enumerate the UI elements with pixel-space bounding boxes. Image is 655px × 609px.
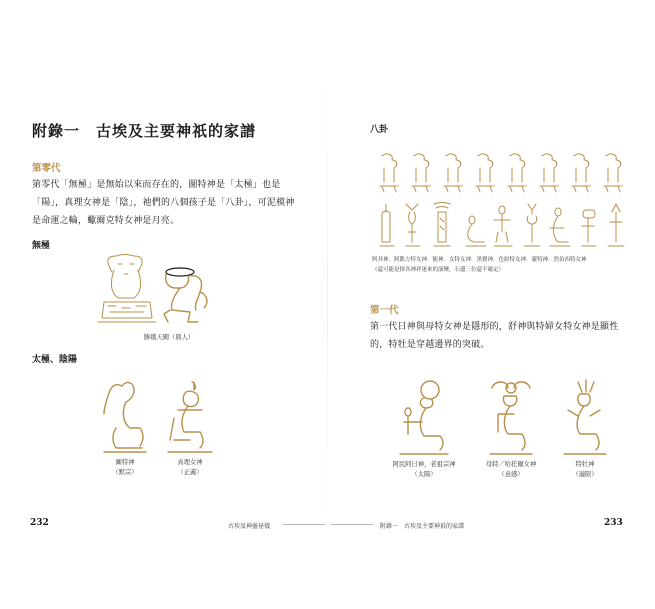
thoth-role: （默宗）	[112, 469, 138, 476]
ogdoad-top-row	[380, 154, 622, 192]
thoth-name: 圖特神	[115, 459, 135, 466]
gen0-paragraph	[32, 176, 295, 230]
gen0-line-2: 「陽」，真理女神是「陰」，祂們的八個孩子是「八卦」，可泥模神	[32, 198, 295, 208]
shu-figure	[560, 378, 610, 458]
baboon-figure	[164, 268, 207, 322]
hathor-name: 母特／哈托爾女神	[485, 461, 537, 468]
gen1-line-1: 第一代日神與母特女神是隱形的，舒神與特婦女特女神是顯性	[370, 322, 619, 332]
left-running-footer: 古埃及神靈祕儀	[228, 523, 271, 530]
right-page-number: 233	[604, 518, 623, 528]
maat-role: （正義）	[177, 469, 203, 476]
sphinx-figure	[98, 255, 156, 323]
gen1-line-2: 的，特牡是穿越邊界的突破。	[370, 340, 490, 350]
thoth-figure	[100, 378, 150, 456]
ra-caption	[388, 460, 460, 480]
wuji-label: 無極	[32, 241, 51, 251]
right-running-footer: 附錄一 古埃及主要神祇的家譜	[380, 523, 465, 530]
thoth-caption	[100, 458, 150, 478]
ogdoad-bottom-row	[380, 203, 624, 247]
gen1-heading: 第一代	[370, 305, 399, 316]
maat-caption	[164, 458, 216, 478]
shu-role: （適限）	[572, 471, 598, 478]
gen0-heading: 第零代	[32, 163, 61, 174]
shu-name: 特牡神	[575, 461, 595, 468]
gen0-line-1: 第零代「無極」是無始以來而存在的，圖特神是「太極」也是	[32, 180, 281, 190]
left-footer-rule	[282, 524, 326, 525]
page-title: 附錄一 古埃及主要神祇的家譜	[32, 122, 257, 140]
ra-name: 阿民阿日神，老祖宗神	[392, 461, 456, 468]
left-page-number: 232	[30, 518, 49, 528]
ogdoad-caption-line-1: 阿其神．阿凱方特女神．能神．女特女神．黑寶神．色紛特女神．靈特神．然伯西特女神	[372, 257, 587, 263]
ogdoad-caption-line-2: （還可能是探各神祥迷來的演變，石邊三位還不確定）	[372, 267, 505, 273]
maat-figure	[164, 378, 216, 456]
wuji-caption: 勝娥天闕（鼎人）	[143, 334, 195, 341]
shu-caption	[556, 460, 614, 480]
right-footer-rule	[330, 524, 374, 525]
ra-role: （太陽）	[411, 471, 437, 478]
taiji-label: 太極、陰陽	[32, 355, 78, 365]
gutter	[327, 60, 328, 540]
wuji-figures-illustration	[94, 252, 224, 332]
ogdoad-figures-illustration	[372, 150, 632, 254]
gen0-line-3: 是命運之輪，蠍爾克特女神是月亮。	[32, 216, 180, 226]
hathor-role: （意感）	[498, 471, 524, 478]
hathor-caption	[476, 460, 546, 480]
gen1-paragraph	[370, 318, 618, 354]
hathor-figure	[486, 378, 536, 458]
ogdoad-caption	[372, 255, 587, 275]
ra-figure	[396, 378, 452, 458]
ogdoad-label: 八卦	[370, 125, 389, 135]
maat-name: 真理女神	[177, 459, 203, 466]
